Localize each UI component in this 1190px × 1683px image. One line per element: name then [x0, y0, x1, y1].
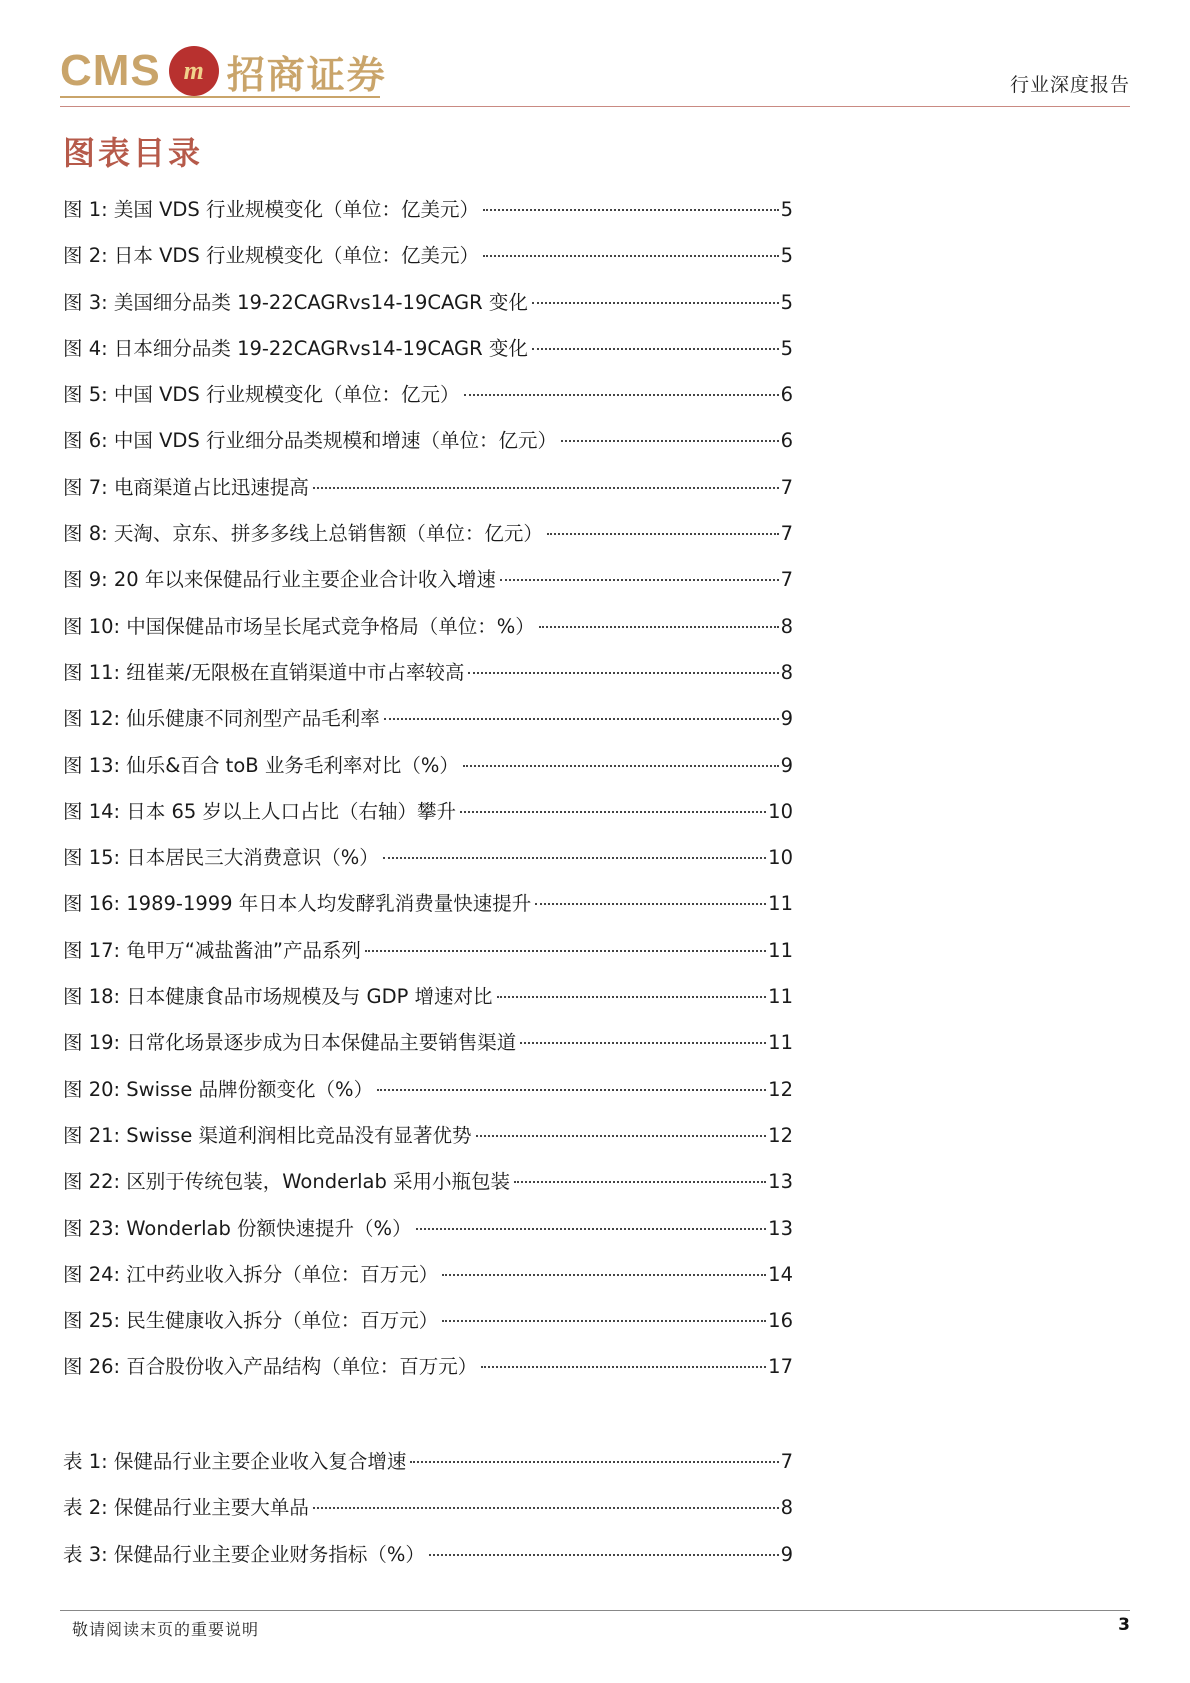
toc-dot-leader [520, 1040, 766, 1044]
toc-entry-page: 10 [768, 846, 793, 870]
toc-dot-leader [313, 1505, 779, 1509]
toc-entry[interactable] [63, 844, 793, 890]
toc-entry-label: 图 19: 日常化场景逐步成为日本保健品主要销售渠道 [63, 1031, 517, 1055]
toc-entry-page: 13 [768, 1170, 793, 1194]
toc-entry[interactable] [63, 427, 793, 473]
toc-entry-page: 5 [780, 290, 793, 314]
toc-entry-page: 8 [780, 614, 793, 638]
toc-title: 图表目录 [63, 134, 204, 172]
logo-underline [60, 96, 380, 98]
toc-entry[interactable] [63, 613, 793, 659]
toc-entry-page: 12 [768, 1123, 793, 1147]
toc-entry-page: 16 [768, 1309, 793, 1333]
logo-emblem-icon [169, 46, 219, 96]
toc-dot-leader [442, 1318, 766, 1322]
toc-entry-page: 6 [780, 429, 793, 453]
toc-entry[interactable] [63, 1541, 793, 1587]
toc-entry-label: 图 2: 日本 VDS 行业规模变化（单位：亿美元） [63, 244, 480, 268]
toc-entry-label: 图 17: 龟甲万“减盐酱油”产品系列 [63, 938, 361, 962]
toc-entry-page: 5 [780, 198, 793, 221]
toc-entry-label: 图 3: 美国细分品类 19-22CAGRvs14-19CAGR 变化 [63, 290, 528, 314]
toc-entry[interactable] [63, 659, 793, 705]
toc-entry-page: 9 [780, 1542, 793, 1566]
toc-entry[interactable] [63, 289, 793, 335]
logo-company-name: 招商证券 [226, 52, 387, 97]
toc-dot-leader [476, 1133, 767, 1137]
toc-entry[interactable] [63, 798, 793, 844]
page-number: 3 [1118, 1615, 1130, 1635]
toc-dot-leader [377, 1087, 766, 1091]
toc-dot-leader [481, 1364, 766, 1368]
toc-dot-leader [532, 346, 779, 350]
toc-entry-label: 图 12: 仙乐健康不同剂型产品毛利率 [63, 707, 380, 731]
toc-entry-page: 9 [780, 753, 793, 777]
toc-entry-page: 11 [768, 938, 793, 962]
toc-dot-leader [410, 1459, 778, 1463]
toc-entry-page: 5 [780, 244, 793, 268]
toc-dot-leader [532, 300, 779, 304]
toc-entry[interactable] [63, 983, 793, 1029]
toc-entry-label: 图 25: 民生健康收入拆分（单位：百万元） [63, 1309, 439, 1333]
toc-entry-page: 12 [768, 1077, 793, 1101]
toc-entry-label: 图 4: 日本细分品类 19-22CAGRvs14-19CAGR 变化 [63, 336, 528, 360]
toc-dot-leader [442, 1272, 766, 1276]
toc-entry[interactable] [63, 890, 793, 936]
toc-entry[interactable] [63, 937, 793, 983]
toc-dot-leader [535, 901, 766, 905]
toc-dot-leader [384, 716, 779, 720]
toc-entry[interactable] [63, 1353, 793, 1399]
toc-entry-label: 图 5: 中国 VDS 行业规模变化（单位：亿元） [63, 383, 460, 407]
toc-dot-leader [464, 392, 779, 396]
toc-entry-label: 图 6: 中国 VDS 行业细分品类规模和增速（单位：亿元） [63, 429, 558, 453]
toc-entry-page: 11 [768, 892, 793, 916]
toc-entry-label: 图 26: 百合股份收入产品结构（单位：百万元） [63, 1355, 478, 1379]
toc-entry[interactable] [63, 1307, 793, 1353]
toc-entry-label: 图 18: 日本健康食品市场规模及与 GDP 增速对比 [63, 985, 493, 1009]
footer-note: 敬请阅读末页的重要说明 [72, 1620, 260, 1639]
toc-dot-leader [539, 624, 779, 628]
toc-entry[interactable] [63, 1261, 793, 1307]
toc-entry-page: 7 [780, 568, 793, 592]
toc-dot-leader [468, 670, 778, 674]
toc-entry-label: 图 14: 日本 65 岁以上人口占比（右轴）攀升 [63, 799, 456, 823]
toc-dot-leader [547, 531, 779, 535]
toc-entry-label: 图 13: 仙乐&百合 toB 业务毛利率对比（%） [63, 753, 459, 777]
toc-entry-label: 图 16: 1989-1999 年日本人均发酵乳消费量快速提升 [63, 892, 532, 916]
toc-entry[interactable] [63, 1076, 793, 1122]
toc-entry-page: 8 [780, 660, 793, 684]
toc-entry[interactable] [63, 196, 793, 242]
figure-list [63, 196, 793, 1400]
logo-emblem-glyph: m [183, 56, 204, 85]
toc-dot-leader [497, 994, 767, 998]
toc-dot-leader [463, 763, 779, 767]
toc-dot-leader [460, 809, 766, 813]
toc-dot-leader [561, 438, 779, 442]
footer-divider [60, 1610, 1130, 1611]
toc-entry-page: 10 [768, 799, 793, 823]
toc-entry-page: 17 [768, 1355, 793, 1379]
toc-dot-leader [483, 253, 779, 257]
toc-entry-page: 5 [780, 336, 793, 360]
toc-entry-label: 图 15: 日本居民三大消费意识（%） [63, 846, 379, 870]
toc-entry[interactable] [63, 1122, 793, 1168]
logo-cms-text: CMS [60, 46, 161, 95]
toc-entry-label: 表 2: 保健品行业主要大单品 [63, 1496, 309, 1520]
toc-entry[interactable] [63, 1448, 793, 1494]
toc-entry-label: 图 23: Wonderlab 份额快速提升（%） [63, 1216, 412, 1240]
toc-entry[interactable] [63, 381, 793, 427]
toc-dot-leader [514, 1179, 766, 1183]
company-logo [60, 44, 387, 98]
toc-dot-leader [416, 1226, 767, 1230]
toc-entry[interactable] [63, 1494, 793, 1540]
toc-entry[interactable] [63, 474, 793, 520]
report-type: 行业深度报告 [1009, 74, 1130, 96]
toc-entry-label: 图 8: 天淘、京东、拼多多线上总销售额（单位：亿元） [63, 522, 543, 546]
table-list [63, 1448, 793, 1587]
toc-entry[interactable] [63, 335, 793, 381]
toc-dot-leader [383, 855, 766, 859]
toc-entry-page: 7 [780, 522, 793, 546]
toc-entry-label: 图 24: 江中药业收入拆分（单位：百万元） [63, 1262, 439, 1286]
toc-entry[interactable] [63, 520, 793, 566]
toc-entry-page: 11 [768, 1031, 793, 1055]
toc-entry-page: 13 [768, 1216, 793, 1240]
toc-entry-label: 表 3: 保健品行业主要企业财务指标（%） [63, 1542, 425, 1566]
toc-entry[interactable] [63, 1029, 793, 1075]
toc-entry-page: 7 [780, 475, 793, 499]
toc-dot-leader [313, 485, 779, 489]
toc-entry-page: 8 [780, 1496, 793, 1520]
toc-dot-leader [429, 1552, 779, 1556]
toc-entry-page: 14 [768, 1262, 793, 1286]
toc-entry-label: 图 9: 20 年以来保健品行业主要企业合计收入增速 [63, 568, 496, 592]
toc-entry[interactable] [63, 566, 793, 612]
toc-dot-leader [365, 948, 766, 952]
toc-entry[interactable] [63, 242, 793, 288]
toc-entry-label: 图 10: 中国保健品市场呈长尾式竞争格局（单位：%） [63, 614, 535, 638]
toc-entry-label: 图 20: Swisse 品牌份额变化（%） [63, 1077, 374, 1101]
toc-dot-leader [483, 207, 779, 211]
toc-entry-page: 7 [780, 1450, 793, 1473]
toc-dot-leader [500, 577, 779, 581]
page-header [0, 0, 1190, 110]
toc-entry[interactable] [63, 1215, 793, 1261]
toc-entry-label: 图 21: Swisse 渠道利润相比竞品没有显著优势 [63, 1123, 472, 1147]
toc-entry[interactable] [63, 1168, 793, 1214]
toc-entry-page: 11 [768, 985, 793, 1009]
toc-entry-label: 图 1: 美国 VDS 行业规模变化（单位：亿美元） [63, 198, 480, 221]
toc-entry-label: 表 1: 保健品行业主要企业收入复合增速 [63, 1450, 407, 1473]
toc-entry[interactable] [63, 752, 793, 798]
toc-entry-page: 6 [780, 383, 793, 407]
header-divider [60, 106, 1130, 107]
toc-entry-label: 图 22: 区别于传统包装，Wonderlab 采用小瓶包装 [63, 1170, 511, 1194]
toc-entry[interactable] [63, 705, 793, 751]
toc-entry-label: 图 7: 电商渠道占比迅速提高 [63, 475, 309, 499]
toc-entry-label: 图 11: 纽崔莱/无限极在直销渠道中市占率较高 [63, 660, 465, 684]
toc-entry-page: 9 [780, 707, 793, 731]
